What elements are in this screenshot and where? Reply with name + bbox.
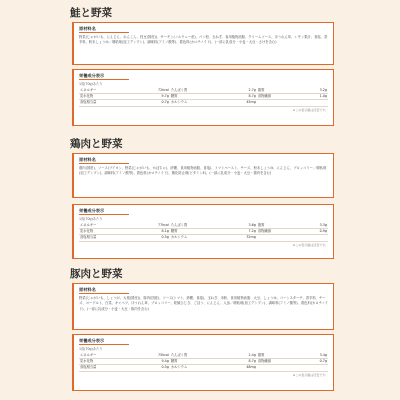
nutrient-label: 食塩相当量 bbox=[79, 235, 133, 241]
serving-size: 1食(70g)あたり bbox=[79, 82, 103, 86]
nutrient-value: 3.3g bbox=[301, 223, 328, 229]
nutrient-value bbox=[301, 100, 328, 106]
nutrient-value: 3.2g bbox=[301, 88, 328, 94]
nutrient-value: 2.4g bbox=[223, 353, 256, 359]
nutrient-label: エネルギー bbox=[79, 353, 133, 359]
nutrition-box bbox=[72, 69, 334, 126]
nutrient-label: 脂質 bbox=[257, 353, 301, 359]
nutrient-value bbox=[301, 235, 328, 241]
nutrient-value: 9.7g bbox=[133, 94, 170, 100]
nutrition-heading: 栄養成分表示 bbox=[79, 73, 129, 80]
nutrient-label: 食塩相当量 bbox=[79, 365, 133, 371]
section-title: 豚肉と野菜 bbox=[70, 268, 123, 280]
nutrient-label: 炭水化物 bbox=[79, 359, 133, 365]
nutrient-value: 75kcal bbox=[133, 353, 170, 359]
nutrient-value: 48mg bbox=[223, 365, 256, 371]
nutrient-label: 脂質 bbox=[257, 223, 301, 229]
nutrient-label: 食物繊維 bbox=[257, 229, 301, 235]
nutrient-label: エネルギー bbox=[79, 88, 133, 94]
ingredients-heading: 原材料名 bbox=[79, 26, 129, 33]
nutrient-value: 32mg bbox=[223, 235, 256, 241]
ingredients-text: 野菜(じゃがいも、しょうが、大根(国産))、豚肉(国産)、ソース(トマト、砂糖、食塩)、玉ねぎ、米粉、食用植物油脂、大豆、しょうゆ、コーンスターチ、香辛料、チーズ、ヨーグルト、白菜、キャベツ、ほうれん草、ブロッコリー、乾燥ひじき、ごぼう、にんじん、人参／増粘剤(加工デンプン)、調味料(アミノ酸等)、着色料(カロチノイド)、(一部に乳成分・小麦・大豆・豚肉を含む) bbox=[79, 296, 329, 311]
nutrient-label bbox=[257, 100, 301, 106]
nutrition-box bbox=[72, 204, 334, 259]
nutrient-label: カルシウム bbox=[170, 365, 224, 371]
section-title: 鶏肉と野菜 bbox=[70, 138, 123, 150]
table-row bbox=[79, 235, 328, 241]
serving-size: 1食(70g)あたり bbox=[79, 217, 103, 221]
ingredients-box bbox=[72, 22, 334, 65]
table-row bbox=[79, 100, 328, 106]
nutrient-value: 72kcal bbox=[133, 88, 170, 94]
ingredients-box bbox=[72, 153, 334, 198]
nutrient-label: 食塩相当量 bbox=[79, 100, 133, 106]
section-title: 鮭と野菜 bbox=[70, 7, 112, 19]
nutrient-label: カルシウム bbox=[170, 235, 224, 241]
ingredients-box bbox=[72, 283, 334, 330]
ingredients-heading: 原材料名 bbox=[79, 287, 129, 294]
nutrient-value: 77kcal bbox=[133, 223, 170, 229]
table-row bbox=[79, 365, 328, 371]
nutrient-value: 1.0g bbox=[301, 94, 328, 100]
product-section-salmon bbox=[72, 7, 334, 126]
nutrient-label: エネルギー bbox=[79, 223, 133, 229]
nutrition-box bbox=[72, 334, 334, 391]
nutrition-table bbox=[79, 88, 328, 107]
nutrient-value: 0.7g bbox=[301, 359, 328, 365]
nutrient-label: たんぱく質 bbox=[170, 88, 224, 94]
nutrient-label: 糖質 bbox=[170, 94, 224, 100]
product-section-pork bbox=[72, 268, 334, 391]
nutrient-value: 8.1g bbox=[133, 229, 170, 235]
nutrition-heading: 栄養成分表示 bbox=[79, 208, 129, 215]
nutrient-label: 食物繊維 bbox=[257, 359, 301, 365]
nutrient-value: 0.9g bbox=[301, 229, 328, 235]
nutrition-heading: 栄養成分表示 bbox=[79, 338, 129, 345]
nutrient-label bbox=[257, 235, 301, 241]
nutrient-value: 0.7g bbox=[133, 100, 170, 106]
ingredients-text: 野菜(じゃがいも、にんじん、れんこん、枝豆(国産))、サーモン(ノルウェー産)、パン粉、玉ねぎ、食用植物油脂、クリームソース、ほうれん草、レモン果汁、食塩、香辛料、粉末しょうゆ／増粘剤(加工デンプン)、調味料(アミノ酸等)、着色料(カロチノイド)、(一部に乳成分・小麦・大豆・さけを含む) bbox=[79, 35, 328, 45]
nutrient-value: 3.6g bbox=[223, 223, 256, 229]
nutrient-label: たんぱく質 bbox=[170, 223, 224, 229]
nutrient-value: 8.7g bbox=[223, 94, 256, 100]
nutrient-value bbox=[301, 365, 328, 371]
nutrient-label: 食物繊維 bbox=[257, 94, 301, 100]
nutrient-label: 炭水化物 bbox=[79, 229, 133, 235]
nutrient-label: 糖質 bbox=[170, 359, 224, 365]
nutrition-table bbox=[79, 353, 328, 372]
nutrient-value: 0.5g bbox=[133, 235, 170, 241]
nutrient-value: 0.5g bbox=[133, 365, 170, 371]
nutrient-value: 45mg bbox=[223, 100, 256, 106]
ingredients-text: 鶏肉(国産)、ソース(ブイヨン、野菜(じゃがいも、かぼちゃ)、砂糖、食用植物油脂、食塩)、トマトペースト、チーズ、粉末しょうゆ、にんじん、ブロッコリー／増粘剤(加工デンプン)、調味料(アミノ酸等)、着色料(カロチノイド)、酸化防止剤(ビタミンE)、(一部に乳成分・小麦・大豆・鶏肉を含む) bbox=[79, 166, 327, 176]
nutrient-label: 糖質 bbox=[170, 229, 224, 235]
ingredients-heading: 原材料名 bbox=[79, 157, 129, 164]
footnote: ※この表示値は目安です。 bbox=[292, 242, 328, 247]
nutrient-value: 8.7g bbox=[223, 359, 256, 365]
nutrient-label: 脂質 bbox=[257, 88, 301, 94]
nutrient-value: 3.4g bbox=[301, 353, 328, 359]
footnote: ※この表示値は目安です。 bbox=[292, 107, 328, 112]
product-section-chicken bbox=[72, 138, 334, 259]
serving-size: 1食(70g)あたり bbox=[79, 347, 103, 351]
nutrient-label bbox=[257, 365, 301, 371]
nutrient-value: 9.4g bbox=[133, 359, 170, 365]
nutrient-value: 7.2g bbox=[223, 229, 256, 235]
nutrient-label: たんぱく質 bbox=[170, 353, 224, 359]
nutrient-label: 炭水化物 bbox=[79, 94, 133, 100]
nutrient-label: カルシウム bbox=[170, 100, 224, 106]
footnote: ※この表示値は目安です。 bbox=[292, 372, 328, 377]
nutrition-table bbox=[79, 223, 328, 242]
nutrient-value: 2.7g bbox=[223, 88, 256, 94]
